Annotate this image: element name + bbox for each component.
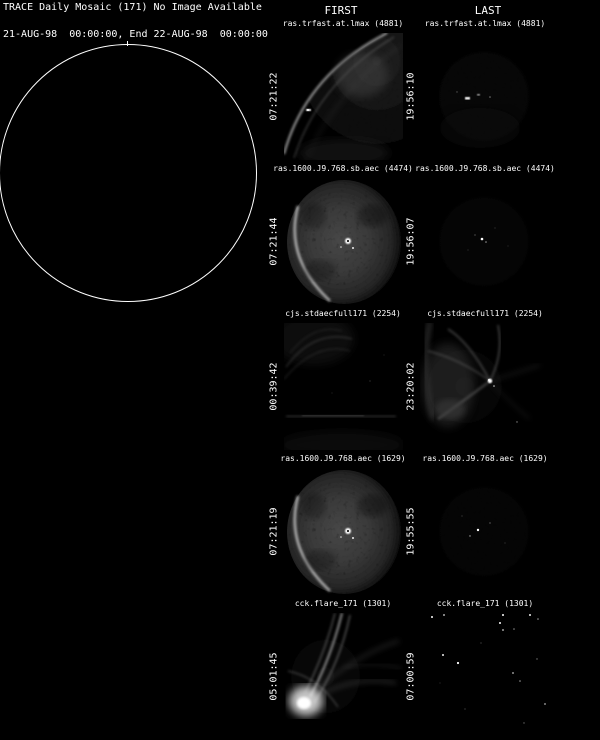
timestamp-row5-first	[268, 613, 281, 740]
image-label-row5-first: cck.flare_171 (1301)	[294, 599, 392, 608]
sun-disk-north-tick	[127, 41, 128, 46]
timestamp-row1-last	[405, 33, 418, 160]
image-label-row4-first: ras.1600.J9.768.aec (1629)	[280, 454, 406, 463]
timestamp-row2-first	[268, 178, 281, 305]
image-label-row2-first: ras.1600.J9.768.sb.aec (4474)	[273, 164, 413, 173]
column-header-last: LAST	[474, 4, 502, 17]
timestamp-text: 19:56:10	[406, 72, 418, 121]
thumbnail-row4-last[interactable]	[420, 468, 548, 595]
image-label-row1-first: ras.trfast.at.lmax (4881)	[282, 19, 404, 28]
thumbnail-row3-last[interactable]	[420, 323, 548, 450]
thumbnail-row5-first[interactable]	[284, 613, 403, 740]
timestamp-text: 07:00:59	[406, 652, 418, 701]
timestamp-row4-last	[405, 468, 418, 595]
thumbnail-row4-first[interactable]	[284, 468, 403, 595]
thumbnail-row3-first[interactable]	[284, 323, 403, 450]
timestamp-text: 07:21:44	[269, 217, 281, 266]
image-label-row3-last: cjs.stdaecfull171 (2254)	[427, 309, 543, 318]
image-label-row2-last: ras.1600.J9.768.sb.aec (4474)	[415, 164, 555, 173]
thumbnail-row2-last[interactable]	[420, 178, 548, 305]
sun-disk-outline	[0, 44, 257, 302]
timestamp-text: 19:55:55	[406, 507, 418, 556]
image-label-row5-last: cck.flare_171 (1301)	[436, 599, 534, 608]
timestamp-text: 00:39:42	[269, 362, 281, 411]
thumbnail-row2-first[interactable]	[284, 178, 403, 305]
timestamp-text: 19:56:07	[406, 217, 418, 266]
timestamp-text: 07:21:19	[269, 507, 281, 556]
image-label-row1-last: ras.trfast.at.lmax (4881)	[424, 19, 546, 28]
timestamp-row3-first	[268, 323, 281, 450]
timestamp-row2-last	[405, 178, 418, 305]
timestamp-row3-last	[405, 323, 418, 450]
timestamp-text: 05:01:45	[269, 652, 281, 701]
page-title: TRACE Daily Mosaic (171) No Image Available	[3, 2, 262, 13]
timestamp-row5-last	[405, 613, 418, 740]
date-range: 21-AUG-98 00:00:00, End 22-AUG-98 00:00:00	[3, 29, 268, 40]
image-label-row3-first: cjs.stdaecfull171 (2254)	[285, 309, 401, 318]
timestamp-row1-first	[268, 33, 281, 160]
image-label-row4-last: ras.1600.J9.768.aec (1629)	[422, 454, 548, 463]
thumbnail-row1-first[interactable]	[284, 33, 403, 160]
timestamp-text: 23:20:02	[406, 362, 418, 411]
thumbnail-row1-last[interactable]	[420, 33, 548, 160]
timestamp-row4-first	[268, 468, 281, 595]
column-header-first: FIRST	[324, 4, 358, 17]
timestamp-text: 07:21:22	[269, 72, 281, 121]
thumbnail-row5-last[interactable]	[420, 613, 548, 740]
